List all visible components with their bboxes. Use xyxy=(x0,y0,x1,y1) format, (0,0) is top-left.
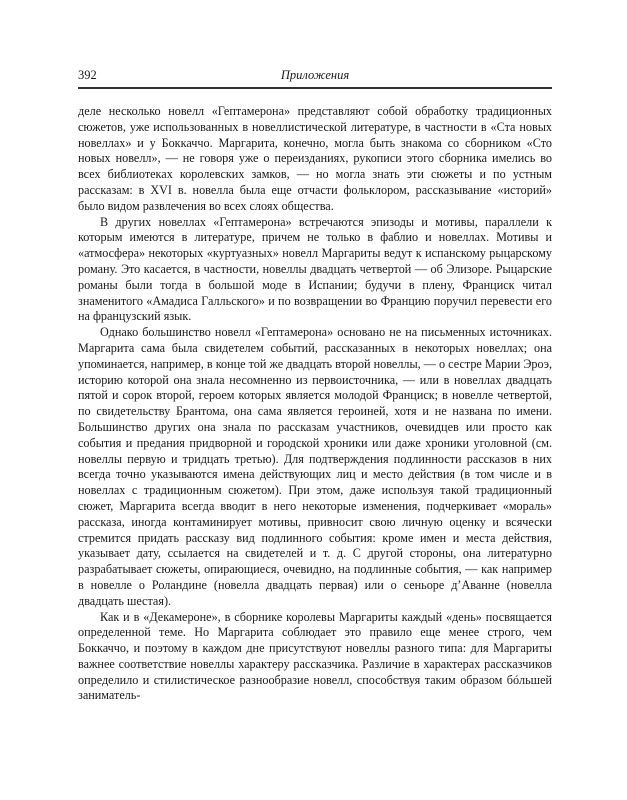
running-head-title: Приложения xyxy=(280,68,350,82)
running-header xyxy=(78,68,552,88)
paragraph: Как и в «Декамероне», в сборнике королевы Маргариты каждый «день» посвящается определенной теме. Но Маргарита соблюдает это правило еще менее строго, чем Боккаччо, и поэтому в каждом дне присутствуют новеллы разного типа: для Маргариты важнее соответствие новеллы характеру рассказчика. Различие в характерах рассказчиков определило и стилистическое разнообразие новелл, способствуя таким образом бóльшей заниматель- xyxy=(78,609,552,703)
paragraph: деле несколько новелл «Гептамерона» представляют собой обработку традиционных сюжетов, уже использованных в новеллистической литературе, в частности в «Ста новых новеллах» и у Боккаччо. Маргарита, конечно, могла быть знакома со сборником «Сто новых новелл», — не говоря уже о переизданиях, рукописи этого сборника имелись во всех библиотеках королевских замков, — но могла знать эти сюжеты и по устным рассказам: в XVI в. новелла была еще отчасти фольклором, рассказывание «историй» было видом развлечения во всех слоях общества. xyxy=(78,104,552,213)
header-rule xyxy=(78,87,552,89)
paragraph: В других новеллах «Гептамерона» встречаются эпизоды и мотивы, параллели к которым имеются в литературе, причем не только в фаблио и новеллах. Мотивы и «атмосфера» некоторых «куртуазных» новелл Маргариты ведут к испанскому рыцарскому роману. Это касается, в частности, новеллы двадцать четвертой — об Элизоре. Рыцарские романы были тогда в большой моде в Испании; будучи в плену, Франциск читал знаменитого «Амадиса Галльского» и по возвращении во Францию поручил перевести его на французский язык. xyxy=(78,214,552,324)
body-text xyxy=(78,104,552,704)
paragraph: Однако большинство новелл «Гептамерона» основано не на письменных источниках. Маргарита сама была свидетелем событий, рассказанных в некоторых новеллах; она упоминается, например, в конце той же двадцать второй новеллы, — о сестре Марии Эроэ, историю которой она знала несомненно из первоисточника, — или в новеллах двадцать пятой и сорок второй, героем которых является молодой Франциск; в новелле четвертой, по свидетельству Брантома, она сама является героиней, хотя и не названа по имени. Большинство других она знала по рассказам участников, очевидцев или просто как события и предания придворной и городской хроники или даже хроники уголовной (см. новеллы первую и тридцать третью). Для подтверждения подлинности рассказов в них всегда точно указываются имена действующих лиц и место действия (в том числе и в новеллах с традиционным сюжетом). При этом, даже используя такой традиционный сюжет, Маргарита всегда вводит в него некоторые изменения, подчеркивает «мораль» рассказа, иногда контаминирует мотивы, привносит свою личную оценку и всячески стремится придать рассказу вид подлинного события: кроме имен и места действия, указывает дату, ссылается на свидетелей и т. д. С другой стороны, она литературно разрабатывает сюжеты, опирающиеся, очевидно, на подлинные события, — как например в новелле о Роландине (новелла двадцать первая) или о сеньоре д’Аванне (новелла двадцать шестая). xyxy=(78,325,552,608)
page-number: 392 xyxy=(78,68,97,82)
